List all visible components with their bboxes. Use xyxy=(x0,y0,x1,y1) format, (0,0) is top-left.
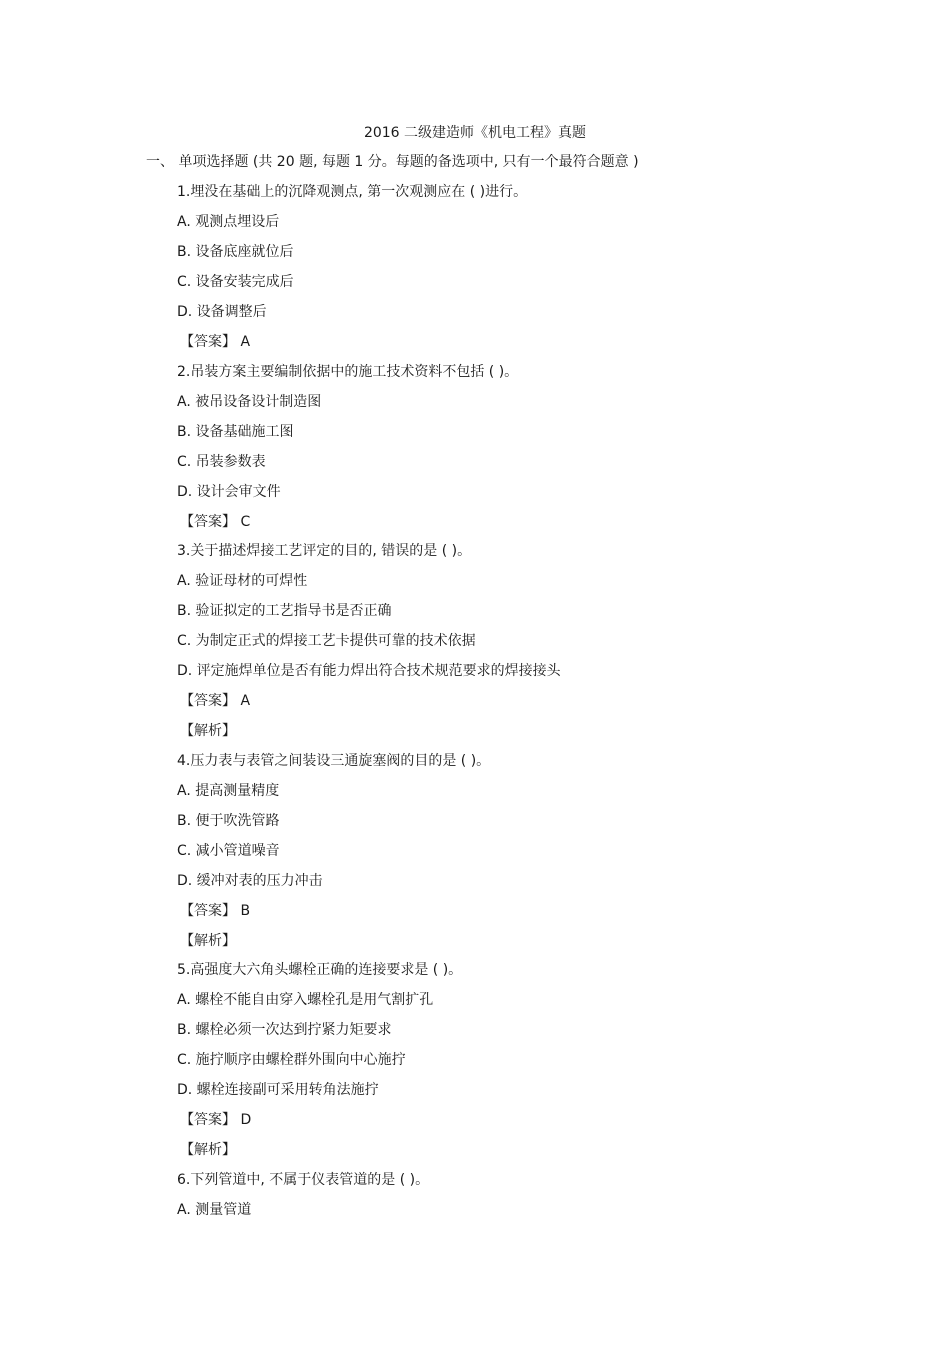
option-b: B. 设备底座就位后 xyxy=(177,244,294,260)
option-a: A. 被吊设备设计制造图 xyxy=(177,394,322,410)
option-d: D. 评定施焊单位是否有能力焊出符合技术规范要求的焊接接头 xyxy=(177,663,561,679)
document-title: 2016 二级建造师《机电工程》真题 xyxy=(363,125,587,141)
option-b: B. 验证拟定的工艺指导书是否正确 xyxy=(177,603,392,619)
option-b: B. 便于吹洗管路 xyxy=(177,813,280,829)
option-c: C. 施拧顺序由螺栓群外围向中心施拧 xyxy=(177,1052,406,1068)
option-a: A. 测量管道 xyxy=(177,1202,252,1218)
option-a: A. 提高测量精度 xyxy=(177,783,280,799)
option-c: C. 减小管道噪音 xyxy=(177,843,280,859)
option-a: A. 螺栓不能自由穿入螺栓孔是用气割扩孔 xyxy=(177,992,434,1008)
option-a: A. 观测点埋设后 xyxy=(177,214,280,230)
question-stem: 1.埋没在基础上的沉降观测点, 第一次观测应在 ( )进行。 xyxy=(177,184,528,200)
question-stem: 5.高强度大六角头螺栓正确的连接要求是 ( )。 xyxy=(177,962,463,978)
option-d: D. 螺栓连接副可采用转角法施拧 xyxy=(177,1082,379,1098)
analysis-label: 【解析】 xyxy=(180,1142,236,1158)
option-d: D. 设备调整后 xyxy=(177,304,267,320)
question-stem: 2.吊装方案主要编制依据中的施工技术资料不包括 ( )。 xyxy=(177,364,519,380)
option-c: C. 吊装参数表 xyxy=(177,454,266,470)
option-d: D. 设计会审文件 xyxy=(177,484,281,500)
answer-label: 【答案】 A xyxy=(180,334,251,350)
option-d: D. 缓冲对表的压力冲击 xyxy=(177,873,323,889)
question-stem: 4.压力表与表管之间装设三通旋塞阀的目的是 ( )。 xyxy=(177,753,491,769)
section-heading: 一、 单项选择题 (共 20 题, 每题 1 分。每题的备选项中, 只有一个最符合题意 ) xyxy=(146,154,639,170)
answer-label: 【答案】 B xyxy=(180,903,251,919)
option-a: A. 验证母材的可焊性 xyxy=(177,573,308,589)
option-b: B. 设备基础施工图 xyxy=(177,424,294,440)
answer-label: 【答案】 C xyxy=(180,514,251,530)
question-stem: 3.关于描述焊接工艺评定的目的, 错误的是 ( )。 xyxy=(177,543,472,559)
question-stem: 6.下列管道中, 不属于仪表管道的是 ( )。 xyxy=(177,1172,430,1188)
analysis-label: 【解析】 xyxy=(180,723,236,739)
answer-label: 【答案】 D xyxy=(180,1112,252,1128)
answer-label: 【答案】 A xyxy=(180,693,251,709)
analysis-label: 【解析】 xyxy=(180,933,236,949)
option-b: B. 螺栓必须一次达到拧紧力矩要求 xyxy=(177,1022,392,1038)
option-c: C. 为制定正式的焊接工艺卡提供可靠的技术依据 xyxy=(177,633,476,649)
option-c: C. 设备安装完成后 xyxy=(177,274,294,290)
